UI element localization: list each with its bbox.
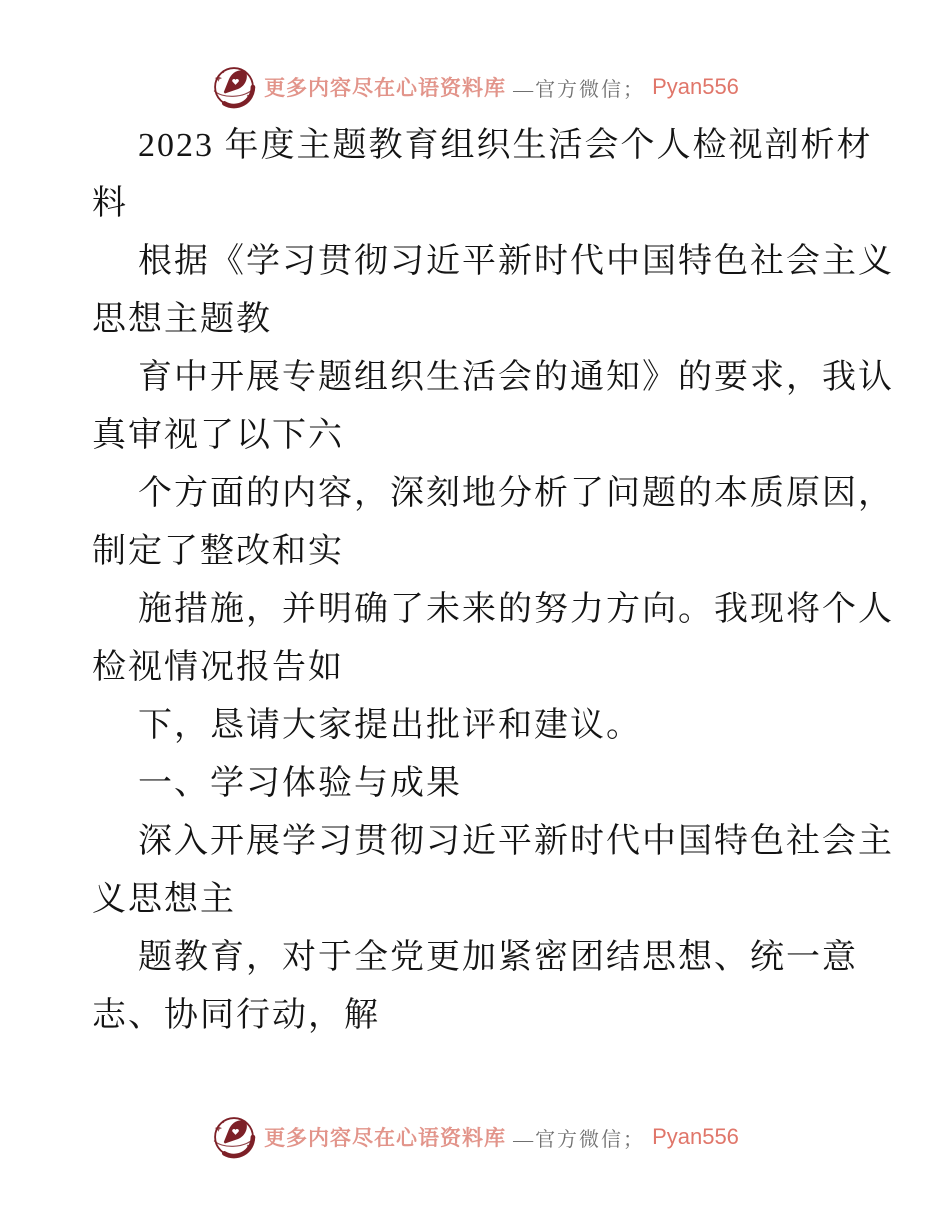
text-line: 个方面的内容，深刻地分析了问题的本质原因，: [138, 475, 894, 512]
text-line: 真审视了以下六: [92, 417, 344, 454]
footer-watermark: [0, 1114, 950, 1160]
text-line: 题教育，对于全党更加紧密团结思想、统一意: [138, 939, 858, 976]
section-heading-line: 一、学习体验与成果: [138, 765, 462, 802]
document-title-line: 2023 年度主题教育组织生活会个人检视剖析材: [138, 127, 873, 164]
wechat-account: Pyan556: [652, 74, 739, 99]
document-title-line: 料: [92, 185, 128, 222]
text-line: 志、协同行动，解: [92, 997, 380, 1034]
text-line: 施措施，并明确了未来的努力方向。我现将个人: [138, 591, 894, 628]
header-watermark: [0, 64, 950, 110]
text-line: 思想主题教: [92, 301, 272, 338]
document-body: [92, 117, 894, 1045]
text-line: 根据《学习贯彻习近平新时代中国特色社会主义: [138, 243, 894, 280]
brand-logo-icon: [211, 64, 257, 110]
brand-text: 更多内容尽在心语资料库: [264, 1126, 507, 1150]
brand-logo-icon: [211, 1114, 257, 1160]
wechat-label: —官方微信；: [513, 78, 646, 101]
text-line: 义思想主: [92, 881, 236, 918]
brand-text: 更多内容尽在心语资料库: [264, 76, 507, 100]
text-line: 育中开展专题组织生活会的通知》的要求，我认: [138, 359, 894, 396]
wechat-label: —官方微信；: [513, 1128, 646, 1151]
text-line: 制定了整改和实: [92, 533, 344, 570]
wechat-account: Pyan556: [652, 1124, 739, 1149]
text-line: 下，恳请大家提出批评和建议。: [138, 707, 642, 744]
text-line: 检视情况报告如: [92, 649, 344, 686]
text-line: 深入开展学习贯彻习近平新时代中国特色社会主: [138, 823, 894, 860]
